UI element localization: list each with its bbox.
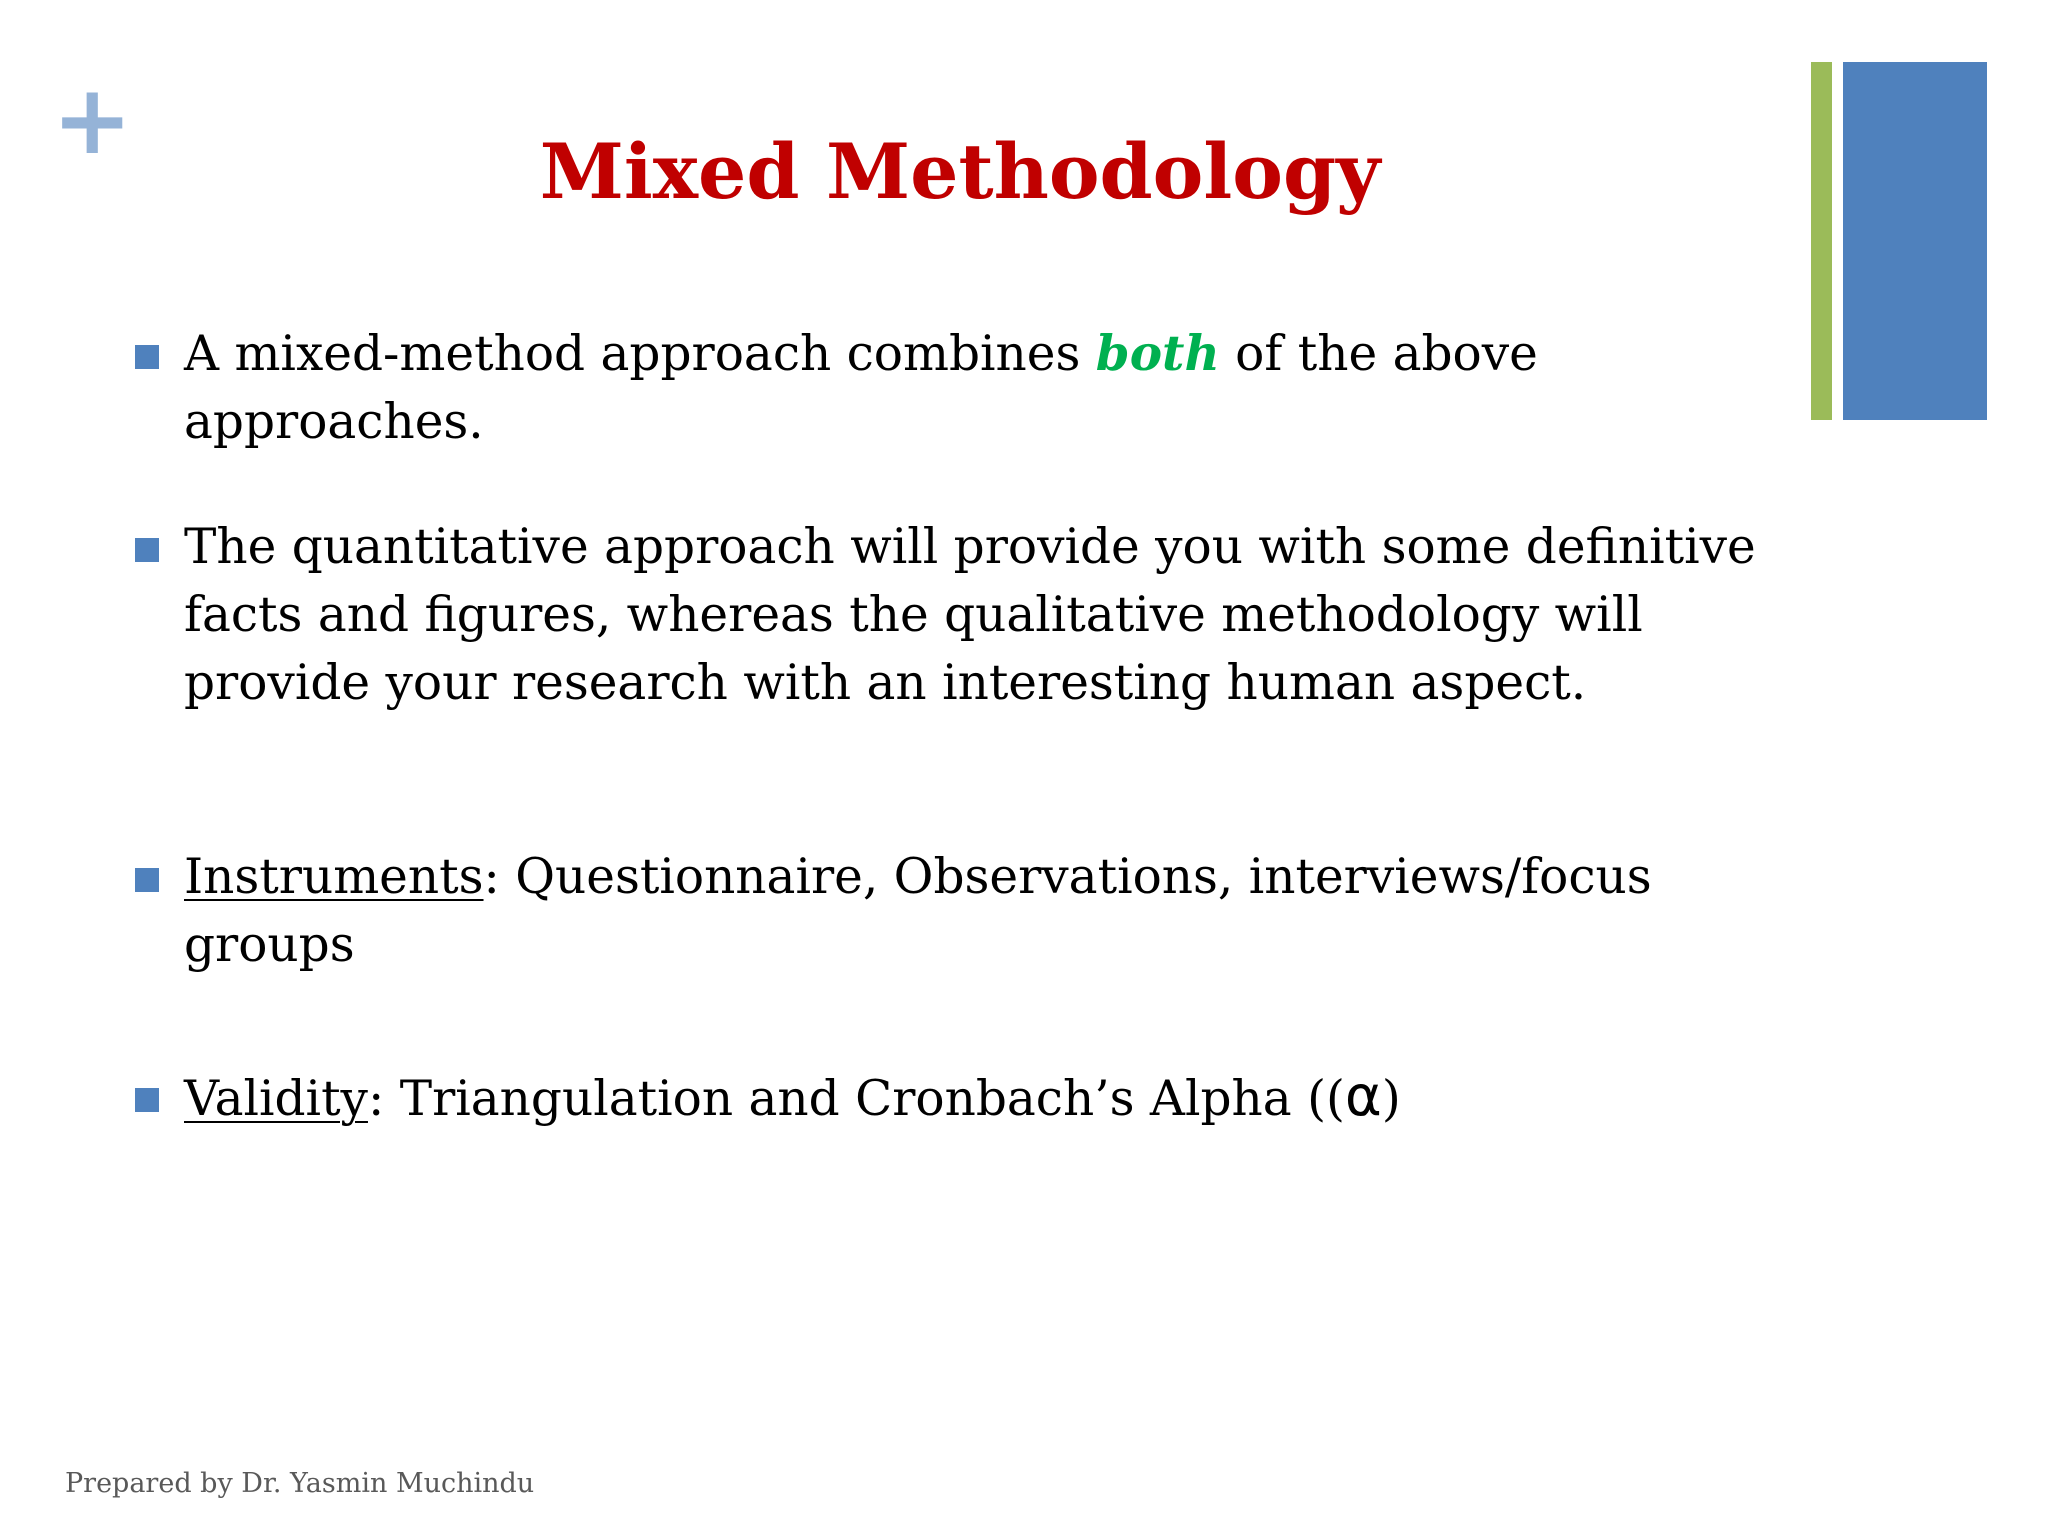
bullet-square-icon <box>135 1088 159 1112</box>
footer-credit: Prepared by Dr. Yasmin Muchindu <box>65 1468 535 1499</box>
bullet-text-close: ) <box>1381 1071 1401 1127</box>
slide-title: Mixed Methodology <box>539 127 1381 216</box>
bullet-square-icon <box>135 345 159 369</box>
bullet-item <box>184 320 1764 456</box>
bullet-text: The quantitative approach will provide you with some definitive facts and figures, whereas the qualitative methodology will provide your research with an interesting human aspect. <box>184 519 1756 711</box>
green-accent-bar <box>1811 62 1832 420</box>
bullet-text-before: A mixed-method approach combines <box>184 326 1096 382</box>
plus-icon: + <box>52 64 133 176</box>
bullet-item <box>184 1063 1764 1133</box>
alpha-symbol: α <box>1344 1064 1382 1129</box>
bullet-square-icon <box>135 868 159 892</box>
bullet-item <box>184 513 1764 717</box>
bullet-text: : Triangulation and Cronbach’s Alpha (( <box>367 1071 1345 1127</box>
bullet-label-instruments: Instruments <box>184 849 484 905</box>
bullet-item <box>184 843 1764 979</box>
bullet-text: : Questionnaire, Observations, interviews/focus groups <box>184 849 1652 973</box>
bullet-square-icon <box>135 538 159 562</box>
bullet-emphasis: both <box>1095 325 1220 382</box>
bullet-text-after: of the above approaches. <box>184 326 1538 450</box>
blue-accent-bar <box>1843 62 1987 420</box>
bullet-label-validity: Validity <box>184 1071 368 1127</box>
